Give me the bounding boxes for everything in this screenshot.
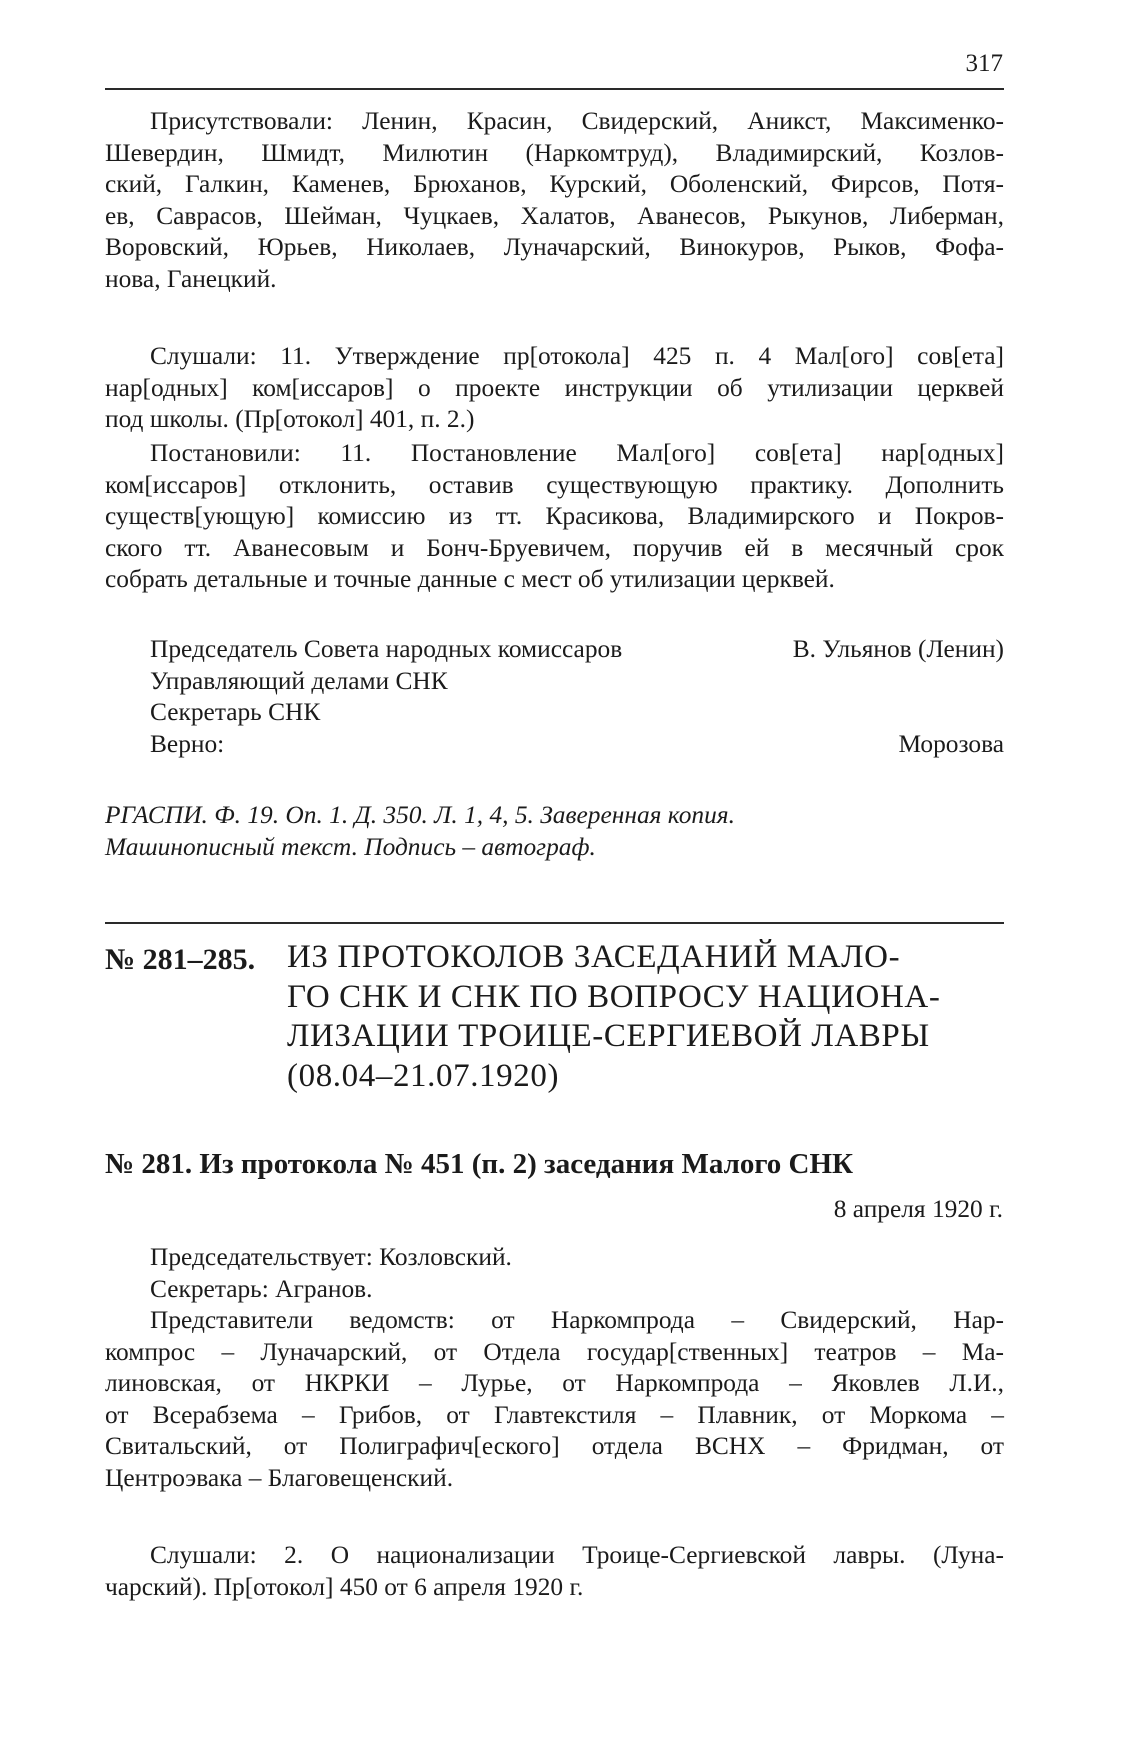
document-title: № 281. Из протокола № 451 (п. 2) заседания Малого СНК <box>105 1148 854 1180</box>
section-title-line: ГО СНК И СНК ПО ВОПРОСУ НАЦИОНА- <box>287 978 941 1015</box>
text-line: линовская, от НКРКИ – Лурье, от Наркомпрода – Яковлев Л.И., <box>105 1369 1004 1397</box>
text-line: Слушали: 2. О национализации Троице-Сергиевской лавры. (Луна- <box>150 1541 1004 1569</box>
text-line: от Всерабзема – Грибов, от Главтекстиля – Плавник, от Моркома – <box>105 1400 1004 1429</box>
header-rule <box>105 88 1004 90</box>
text-line: Присутствовали: Ленин, Красин, Свидерский, Аникст, Максименко- <box>150 107 1004 135</box>
text-line: компрос – Луначарский, от Отдела государ[ственных] театров – Ма- <box>105 1337 1004 1366</box>
heard-paragraph <box>105 341 1004 436</box>
signature-role: Управляющий делами СНК <box>150 666 448 695</box>
section-heading <box>105 938 1004 1108</box>
text-line: ского тт. Аванесовым и Бонч-Бруевичем, поручив ей в месячный срок <box>105 533 1004 562</box>
signature-row <box>150 634 1004 666</box>
signature-role: Верно: <box>150 729 225 758</box>
text-line: ком[иссаров] отклонить, оставив существующую практику. Дополнить <box>105 470 1004 499</box>
signatures-block <box>150 634 1004 760</box>
text-line: Воровский, Юрьев, Николаев, Луначарский, Винокуров, Рыков, Фофа- <box>105 233 1004 261</box>
text-line: чарский). Пр[отокол] 450 от 6 апреля 1920 г. <box>105 1572 584 1601</box>
text-line: нар[одных] ком[иссаров] о проекте инструкции об утилизации церквей <box>105 373 1004 402</box>
section-rule <box>105 922 1004 924</box>
secretary-line: Секретарь: Агранов. <box>150 1274 373 1303</box>
source-note <box>105 800 735 863</box>
text-line: ский, Галкин, Каменев, Брюханов, Курский, Оболенский, Фирсов, Потя- <box>105 170 1004 198</box>
signature-row <box>150 666 1004 698</box>
signature-row <box>150 729 1004 761</box>
attendees-paragraph <box>105 106 1004 295</box>
text-line: ев, Саврасов, Шейман, Чуцкаев, Халатов, Аванесов, Рыкунов, Либерман, <box>105 201 1004 230</box>
signature-name: В. Ульянов (Ленин) <box>792 635 1004 663</box>
text-line: Постановили: 11. Постановление Мал[ого] сов[ета] нар[одных] <box>150 439 1004 467</box>
text-line: Представители ведомств: от Наркомпрода – Свидерский, Нар- <box>150 1306 1004 1334</box>
text-line: под школы. (Пр[отокол] 401, п. 2.) <box>105 405 475 433</box>
text-line: Слушали: 11. Утверждение пр[отокола] 425 п. 4 Мал[ого] сов[ета] <box>150 342 1004 370</box>
section-number: № 281–285. <box>105 943 256 976</box>
text-line: собрать детальные и точные данные с мест об утилизации церквей. <box>105 565 835 593</box>
text-line: существ[ующую] комиссию из тт. Красикова, Владимирского и Покров- <box>105 502 1004 530</box>
resolved-paragraph <box>105 438 1004 596</box>
section-title-line: ИЗ ПРОТОКОЛОВ ЗАСЕДАНИЙ МАЛО- <box>287 939 901 975</box>
section-title-line: (08.04–21.07.1920) <box>287 1057 560 1094</box>
presidium-block <box>105 1242 1004 1305</box>
section-title-line: ЛИЗАЦИИ ТРОИЦЕ-СЕРГИЕВОЙ ЛАВРЫ <box>287 1018 930 1054</box>
source-line: РГАСПИ. Ф. 19. Оп. 1. Д. 350. Л. 1, 4, 5. Заверенная копия. <box>105 801 735 829</box>
signature-role: Председатель Совета народных комиссаров <box>150 635 623 663</box>
signature-name: Морозова <box>898 729 1004 758</box>
text-line: нова, Ганецкий. <box>105 264 277 293</box>
chair-line: Председательствует: Козловский. <box>150 1243 512 1271</box>
text-line: Шевердин, Шмидт, Милютин (Наркомтруд), Владимирский, Козлов- <box>105 138 1004 167</box>
source-line: Машинописный текст. Подпись – автограф. <box>105 832 596 861</box>
text-line: Центроэвака – Благовещенский. <box>105 1463 454 1492</box>
document-date: 8 апреля 1920 г. <box>833 1195 1003 1223</box>
page-number: 317 <box>965 50 1003 77</box>
signature-role: Секретарь СНК <box>150 698 321 726</box>
representatives-paragraph <box>105 1305 1004 1494</box>
section-title <box>287 938 1004 1096</box>
signature-row <box>150 697 1004 729</box>
text-line: Свитальский, от Полиграфич[еского] отдела ВСНХ – Фридман, от <box>105 1432 1004 1460</box>
document-heard-paragraph <box>105 1540 1004 1603</box>
